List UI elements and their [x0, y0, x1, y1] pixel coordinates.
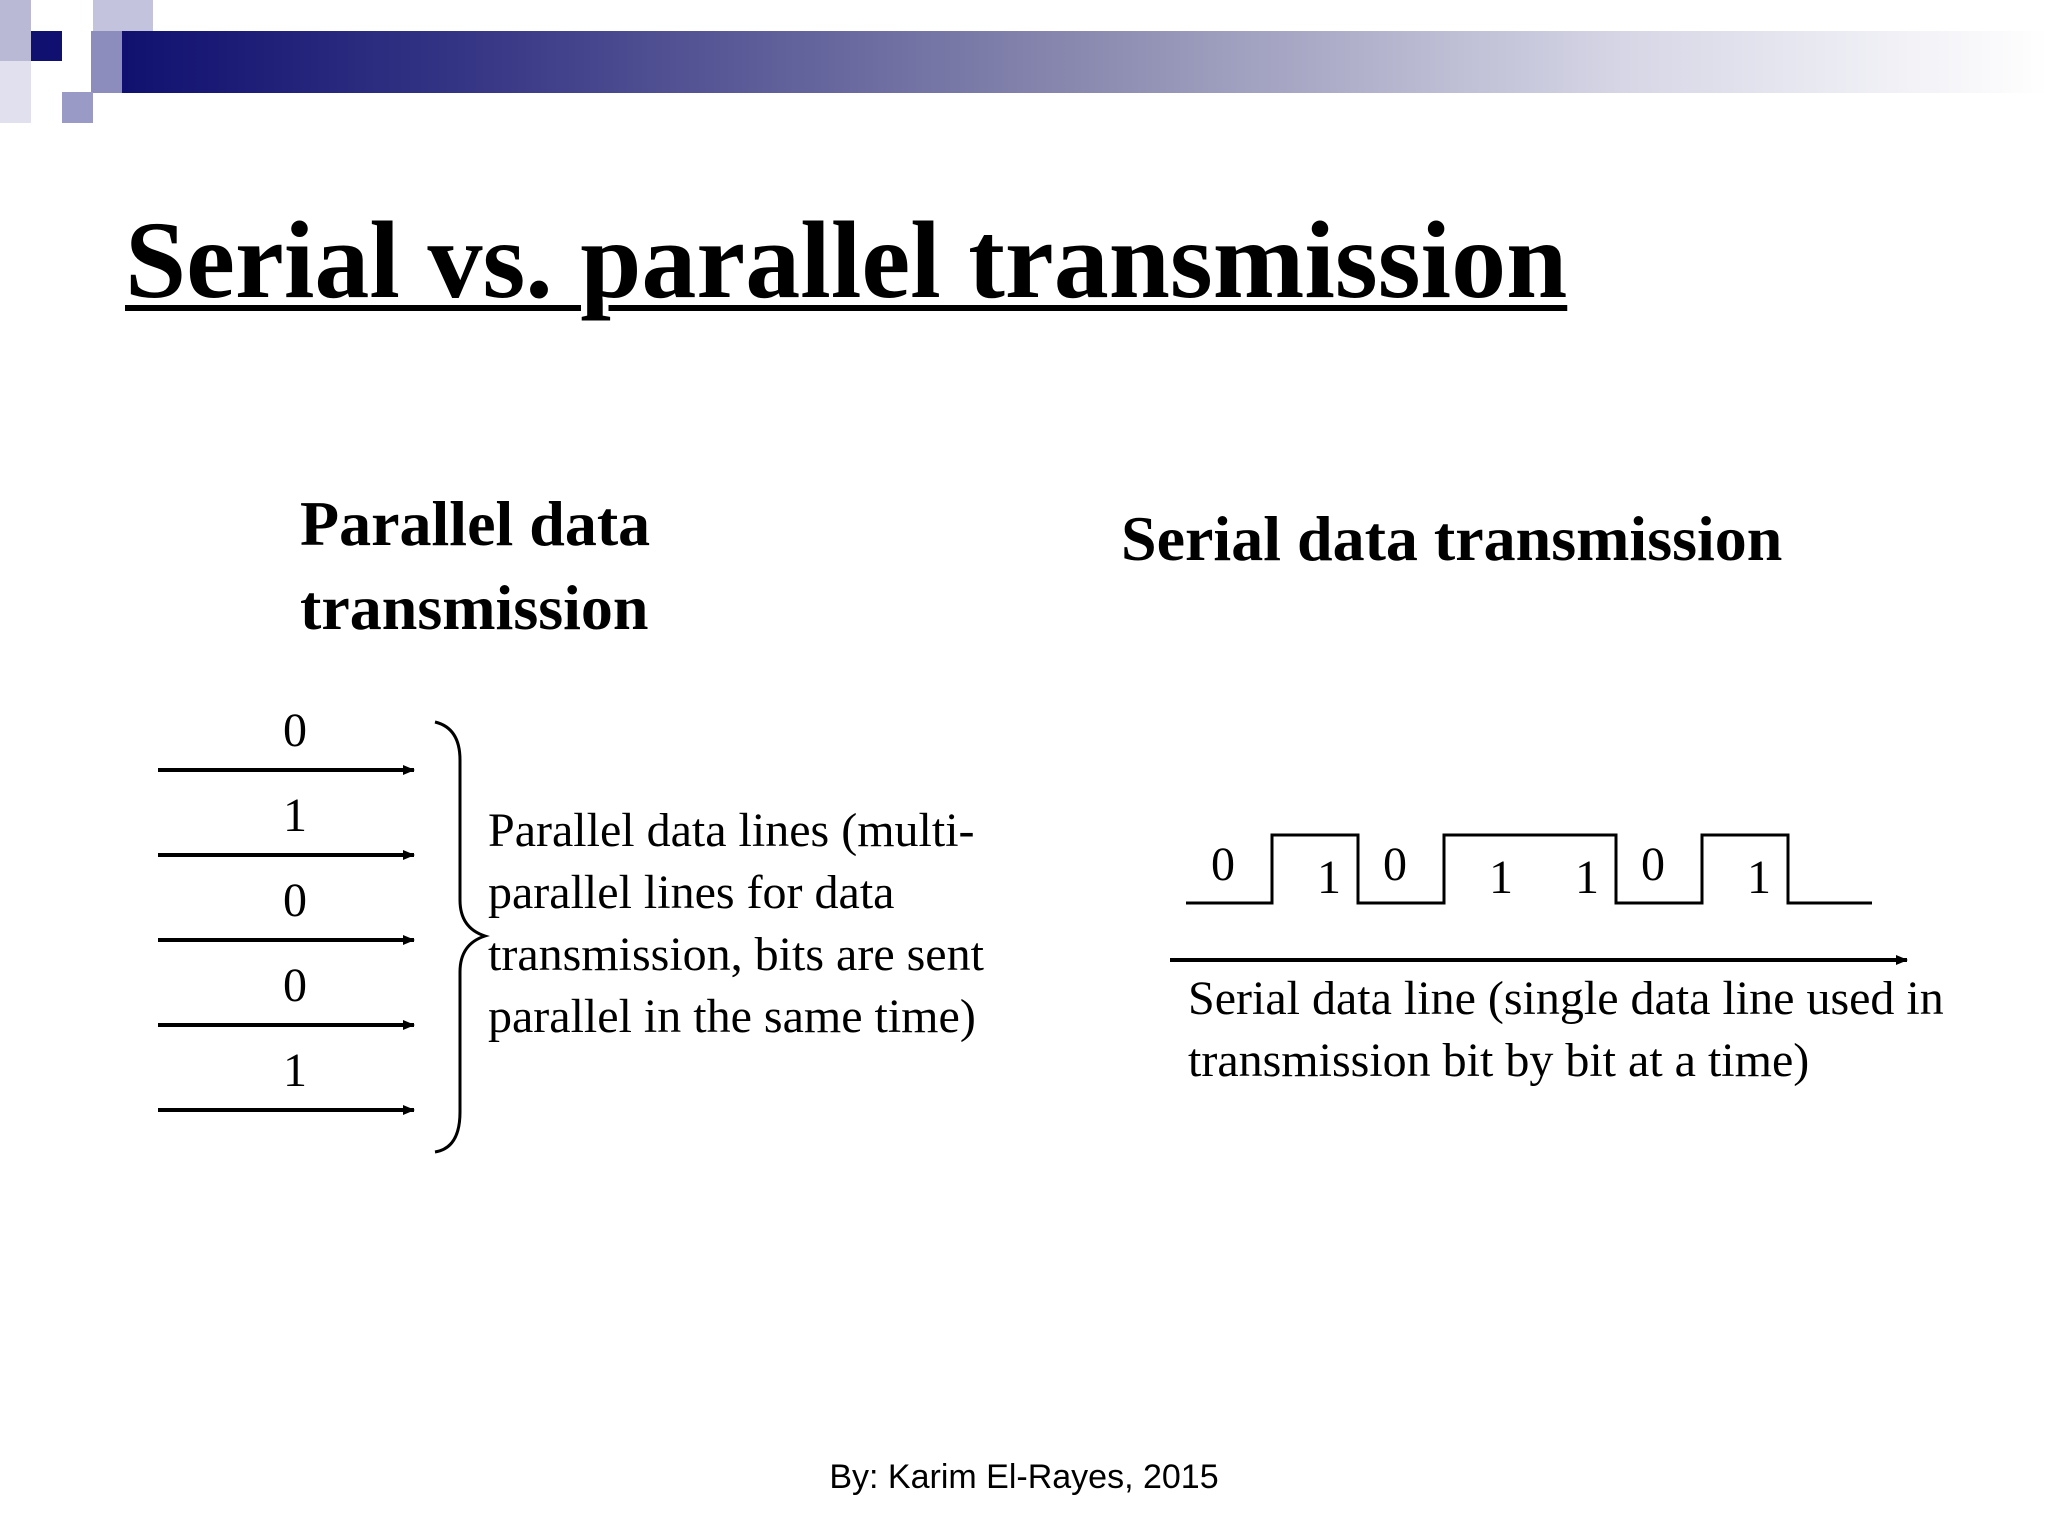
footer-credit: By: Karim El-Rayes, 2015: [829, 1458, 1219, 1496]
serial-description: Serial data line (single data line used in transmission bit by bit at a time): [1188, 972, 1944, 1087]
serial-bit-label: 1: [1489, 851, 1513, 904]
parallel-brace: [435, 722, 485, 1152]
serial-bit-label: 0: [1211, 838, 1235, 891]
parallel-bit-label: 1: [283, 789, 307, 842]
parallel-bit-label: 0: [283, 704, 307, 757]
serial-bit-label: 1: [1317, 851, 1341, 904]
parallel-heading-line1: Parallel data: [300, 488, 651, 559]
parallel-description: Parallel data lines (multi-parallel lines for data transmission, bits are sent parallel in the same time): [488, 804, 984, 1043]
parallel-heading-line2: transmission: [300, 572, 649, 643]
parallel-data-lines: [158, 704, 414, 1110]
serial-bit-label: 0: [1383, 838, 1407, 891]
parallel-bit-label: 0: [283, 874, 307, 927]
serial-waveform: [1186, 835, 1872, 904]
serial-bit-label: 0: [1641, 838, 1665, 891]
parallel-bit-label: 0: [283, 959, 307, 1012]
serial-heading: Serial data transmission: [1121, 503, 1783, 574]
serial-bit-label: 1: [1575, 851, 1599, 904]
slide-title: Serial vs. parallel transmission: [125, 199, 1568, 321]
parallel-bit-label: 1: [283, 1044, 307, 1097]
serial-bit-label: 1: [1747, 851, 1771, 904]
